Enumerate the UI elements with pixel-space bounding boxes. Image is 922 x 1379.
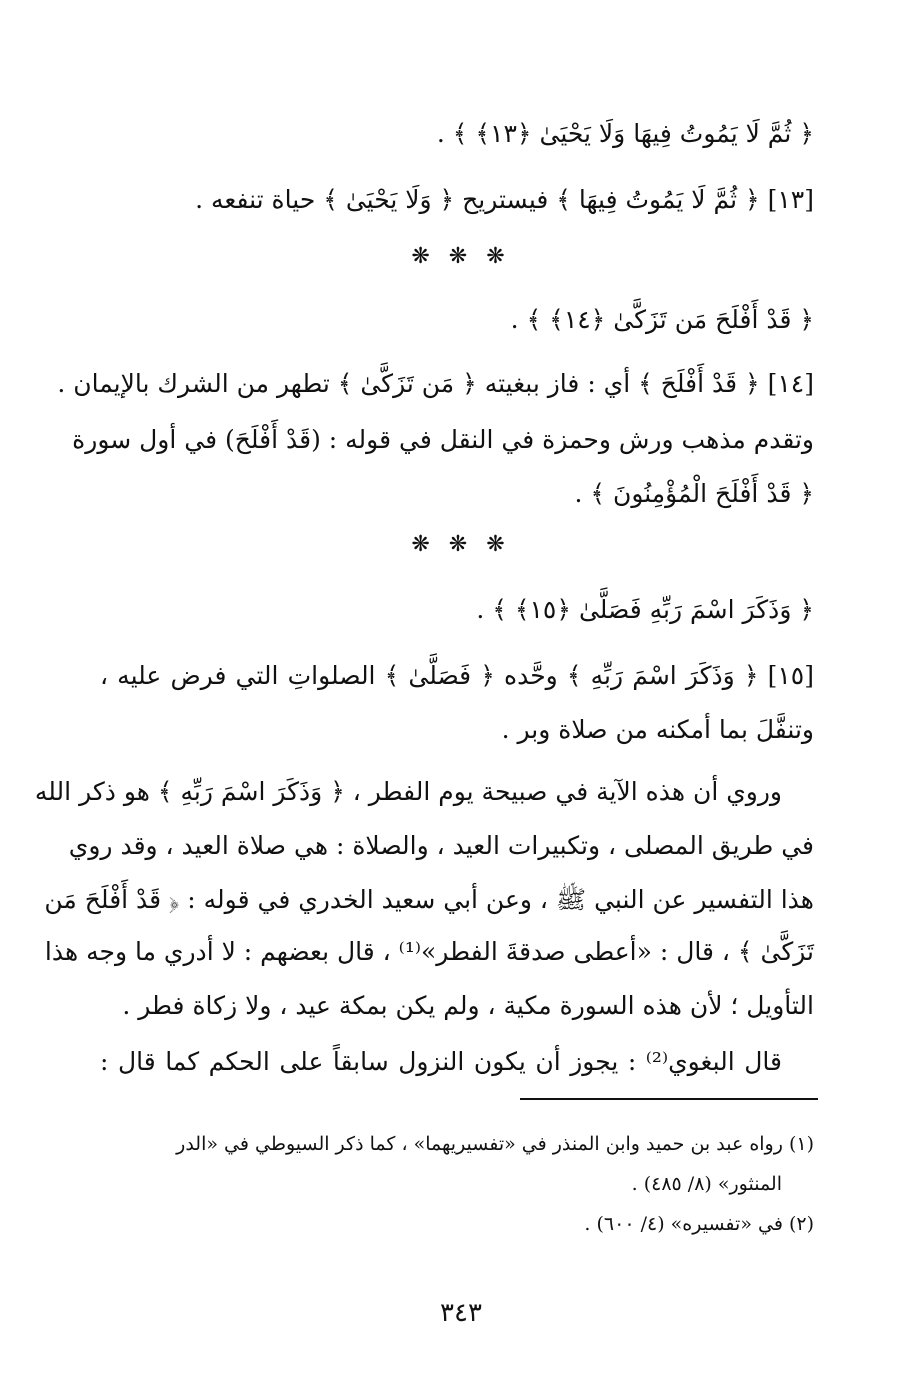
paragraph-1-line-5: التأويل ؛ لأن هذه السورة مكية ، ولم يكن بمكة عيد ، ولا زكاة فطر . <box>122 991 814 1020</box>
footnote-divider <box>520 1098 818 1100</box>
paragraph-1-line-3: هذا التفسير عن النبي ﷺ ، وعن أبي سعيد الخدري في قوله : ﴿ قَدْ أَفْلَحَ مَن <box>44 885 814 914</box>
verse-14: ﴿ قَدْ أَفْلَحَ مَن تَزَكَّىٰ ﴿١٤﴾ ﴾ . <box>510 305 814 334</box>
separator-1: ❋ ❋ ❋ <box>411 244 511 269</box>
paragraph-1-line-1: وروي أن هذه الآية في صبيحة يوم الفطر ، ﴿ وَذَكَرَ اسْمَ رَبِّهِ ﴾ هو ذكر الله <box>34 777 782 806</box>
commentary-14-line-1: [١٤] ﴿ قَدْ أَفْلَحَ ﴾ أي : فاز ببغيته ﴿ مَن تَزَكَّىٰ ﴾ تطهر من الشرك بالإيمان . <box>57 369 814 398</box>
commentary-14-line-2: وتقدم مذهب ورش وحمزة في النقل في قوله : (قَدْ أَفْلَحَ) في أول سورة <box>72 425 814 454</box>
separator-2: ❋ ❋ ❋ <box>411 532 511 557</box>
paragraph-1-line-2: في طريق المصلى ، وتكبيرات العيد ، والصلاة : هي صلاة العيد ، وقد روي <box>68 831 814 860</box>
paragraph-1-line-4: تَزَكَّىٰ ﴾ ، قال : «أعطى صدقةَ الفطر»⁽¹⁾ ، قال بعضهم : لا أدري ما وجه هذا <box>44 937 814 966</box>
footnote-1-line-1: (١) رواه عبد بن حميد وابن المنذر في «تفسيريهما» ، كما ذكر السيوطي في «الدر <box>176 1133 814 1155</box>
commentary-14-line-3: ﴿ قَدْ أَفْلَحَ الْمُؤْمِنُونَ ﴾ . <box>574 479 814 508</box>
page-number: ٣٤٣ <box>440 1298 482 1328</box>
commentary-13: [١٣] ﴿ ثُمَّ لَا يَمُوتُ فِيهَا ﴾ فيستريح ﴿ وَلَا يَحْيَىٰ ﴾ حياة تنفعه . <box>195 185 814 214</box>
footnote-2: (٢) في «تفسيره» (٤/ ٦٠٠) . <box>584 1213 814 1235</box>
verse-15: ﴿ وَذَكَرَ اسْمَ رَبِّهِ فَصَلَّىٰ ﴿١٥﴾ ﴾ . <box>476 595 814 624</box>
footnote-1-line-2: المنثور» (٨/ ٤٨٥) . <box>631 1173 782 1195</box>
commentary-15-line-2: وتنفَّلَ بما أمكنه من صلاة وبر . <box>501 715 814 744</box>
commentary-15-line-1: [١٥] ﴿ وَذَكَرَ اسْمَ رَبِّهِ ﴾ وحَّده ﴿ فَصَلَّىٰ ﴾ الصلواتِ التي فرض عليه ، <box>100 661 814 690</box>
paragraph-2: قال البغوي⁽²⁾ : يجوز أن يكون النزول سابقاً على الحكم كما قال : <box>100 1047 782 1076</box>
verse-13: ﴿ ثُمَّ لَا يَمُوتُ فِيهَا وَلَا يَحْيَىٰ ﴿١٣﴾ ﴾ . <box>436 119 814 148</box>
